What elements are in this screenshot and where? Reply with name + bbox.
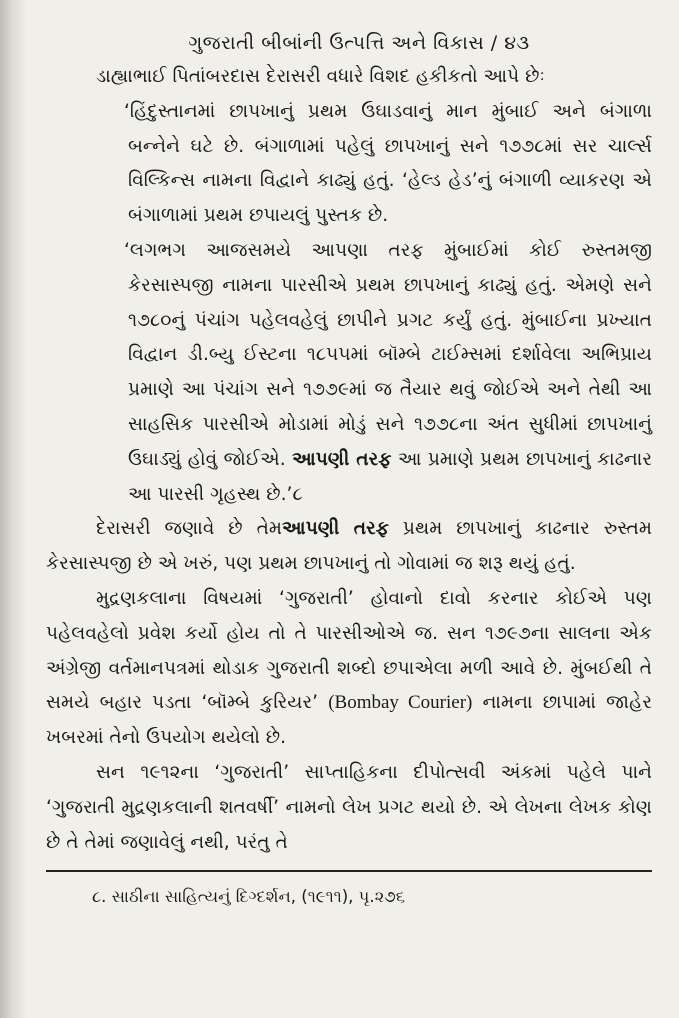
quote2-text-a: ‘લગભગ આજસમયે આપણા તરફ મુંબાઈમાં કોઈ રુસ્તમજી કેરસાસ્પજી નામના પારસીએ પ્રથમ છાપખાનું કાઢ્યું હતું. એમણે સને ૧૭૮૦નું પંચાંગ પહેલવહેલું છાપીને પ્રગટ કર્યું હતું. મુંબાઈના પ્રખ્યાત વિદ્વાન ડી.બ્યુ ઈસ્ટના ૧૮૫૫માં બૉમ્બે ટાઈમ્સમાં દર્શાવેલા અભિપ્રાય પ્રમાણે આ પંચાંગ સને ૧૭૭૯માં જ તૈયાર થવું જોઈએ અને તેથી આ સાહસિક પારસીએ મોડામાં મોડું સને ૧૭૭૮ના અંત સુધીમાં છાપખાનું ઉઘાડ્યું હોવું જોઈએ. xyxy=(124,239,652,470)
para2-text-b: નામના છાપામાં જાહેર ખબરમાં તેનો ઉપયોગ થયેલો છે. xyxy=(46,692,652,749)
body-paragraph-3: સન ૧૯૧૨ના ‘ગુજરાતી’ સાપ્તાહિકના દીપોત્સવી અંકમાં પહેલે પાને ‘ગુજરાતી મુદ્રણકલાની શતવર્ષી’ નામનો લેખ પ્રગટ થયો છે. એ લેખના લેખક કોણ છે તે તેમાં જણાવેલું નથી, પરંતુ તે xyxy=(46,761,652,853)
para2-text-a: મુદ્રણકલાના વિષયમાં ‘ગુજરાતી’ હોવાનો દાવો કરનાર કોઈએ પણ પહેલવહેલો પ્રવેશ કર્યો હોય તો તે પારસીઓએ જ. સન ૧૭૯૭ના સાલના એક અંગ્રેજી વર્તમાનપત્રમાં થોડાક ગુજરાતી શબ્દો છપાએલા મળી આવે છે. મુંબઈથી તે સમયે બહાર પડતા ‘બૉમ્બે કુરિયર’ xyxy=(46,587,652,714)
book-page xyxy=(46,26,652,996)
quote2-text-b: આ પ્રમાણે પ્રથમ છાપખાનું કાઢનાર આ પારસી ગૃહસ્થ છે.’૮ xyxy=(128,448,652,505)
footnote-divider xyxy=(46,870,652,872)
quote-paragraph-2 xyxy=(46,234,652,512)
para1-bold-phrase: આપણી તરફ xyxy=(282,518,389,540)
body-paragraph-1 xyxy=(46,512,652,582)
quote2-bold-phrase: આપણી તરફ xyxy=(292,448,392,470)
running-head: ગુજરાતી બીબાંની ઉત્પત્તિ અને વિકાસ / ૪૩ xyxy=(188,32,530,54)
quote-paragraph-1: ‘હિંદુસ્તાનમાં છાપખાનું પ્રથમ ઉઘાડવાનું માન મુંબાઈ અને બંગાળા બન્નેને ઘટે છે. બંગાળામાં પહેલું છાપખાનું સને ૧૭૭૮માં સર ચાર્લ્સ વિલ્કિન્સ નામના વિદ્વાને કાઢ્યું હતું. ‘હેલ્ડ હેડ’નું બંગાળી વ્યાકરણ એ બંગાળામાં પ્રથમ છપાયલું પુસ્તક છે. xyxy=(124,100,652,227)
intro-line: ડાહ્યાભાઈ પિતાંબરદાસ દેરાસરી વધારે વિશદ હકીકતો આપે છેઃ xyxy=(96,66,545,87)
para2-latin-title: (Bombay Courier) xyxy=(328,692,473,714)
book-gutter-shadow xyxy=(0,0,26,1018)
body-paragraph-2 xyxy=(46,582,652,756)
para1-text-b: પ્રથમ છાપખાનું કાઢનાર રુસ્તમ કેરસાસ્પજી છે એ ખરું, પણ પ્રથમ છાપખાનું તો ગોવામાં જ શરૂ થયું હતું. xyxy=(46,518,652,575)
para1-text-a: દેરાસરી જણાવે છે તેમ xyxy=(96,518,283,540)
footnote: ૮. સાઠીના સાહિત્યનું દિગ્દર્શન, (૧૯૧૧), પૃ.૨૭૬ xyxy=(92,887,406,907)
